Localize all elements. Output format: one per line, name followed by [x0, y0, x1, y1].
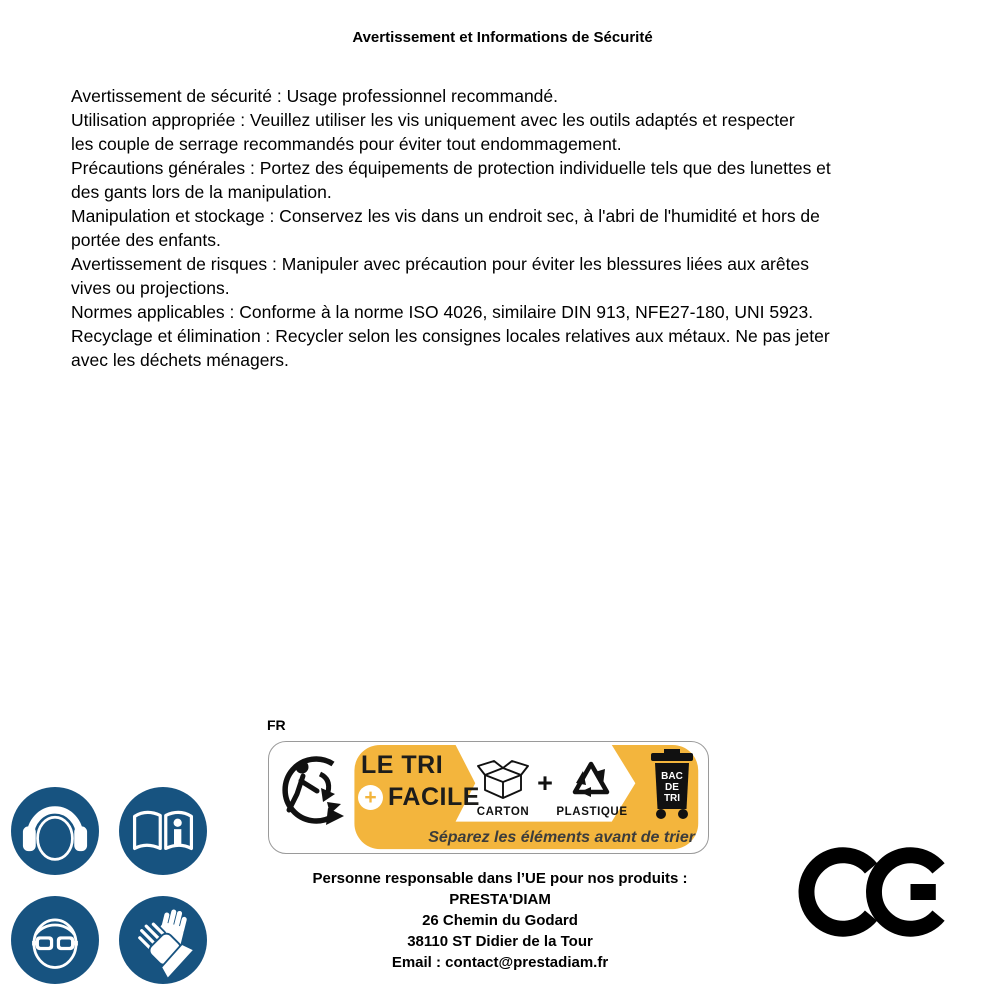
eye-protection-icon: [11, 896, 99, 984]
text-line: vives ou projections.: [71, 278, 230, 298]
carton-label: CARTON: [476, 806, 530, 818]
text-line: Avertissement de sécurité : Usage professionnel recommandé.: [71, 86, 559, 106]
text-line: des gants lors de la manipulation.: [71, 182, 332, 202]
address-line: 38110 ST Didier de la Tour: [407, 933, 593, 950]
text-line: Recyclage et élimination : Recycler selon les consignes locales relatives aux métaux. Ne pas jeter: [71, 326, 830, 346]
gloves-icon: [119, 896, 207, 984]
page-title: Avertissement et Informations de Sécurité: [352, 29, 653, 46]
text-line: Normes applicables : Conforme à la norme ISO 4026, similaire DIN 913, NFE27-180, UNI 5923.: [71, 302, 814, 322]
sorting-bin-icon: [650, 749, 694, 821]
text-line: Précautions générales : Portez des équipements de protection individuelle tels que des lunettes et: [71, 158, 831, 178]
address-line: Personne responsable dans l’UE pour nos produits :: [312, 870, 688, 887]
text-line: avec les déchets ménagers.: [71, 350, 289, 370]
facile-headline: FACILE: [388, 783, 480, 811]
safety-text-block: [71, 84, 831, 372]
text-line: Utilisation appropriée : Veuillez utiliser les vis uniquement avec les outils adaptés et respecter: [71, 110, 795, 130]
bin-label-line: BAC: [661, 771, 683, 782]
text-line: les couple de serrage recommandés pour éviter tout endommagement.: [71, 134, 622, 154]
address-line: 26 Chemin du Godard: [422, 912, 578, 929]
responsible-person-block: [250, 868, 750, 973]
bin-label-line: DE: [665, 782, 679, 793]
plastique-label: PLASTIQUE: [556, 806, 628, 818]
read-manual-icon: [119, 787, 207, 875]
fr-country-code: FR: [267, 717, 286, 733]
bin-label-line: TRI: [663, 793, 681, 804]
cardboard-box-icon: [477, 757, 529, 801]
le-tri-headline: LE TRI: [361, 751, 444, 779]
address-line: Email : contact@prestadiam.fr: [391, 954, 609, 971]
text-line: Avertissement de risques : Manipuler avec précaution pour éviter les blessures liées aux arêtes: [71, 254, 809, 274]
plus-circle-icon: +: [358, 785, 383, 810]
recycling-triangle-icon: [567, 756, 615, 802]
ce-marking-icon: [798, 843, 948, 941]
text-line: Manipulation et stockage : Conservez les vis dans un endroit sec, à l'abri de l'humidité et hors de: [71, 206, 820, 226]
text-line: portée des enfants.: [71, 230, 221, 250]
sorting-tagline: Séparez les éléments avant de trier: [428, 829, 695, 846]
address-line: PRESTA'DIAM: [449, 891, 551, 908]
info-tri-label: [268, 741, 709, 854]
plus-separator: +: [537, 768, 553, 798]
facile-headline-row: [358, 783, 480, 812]
ear-protection-icon: [11, 787, 99, 875]
triman-icon: [275, 746, 351, 830]
